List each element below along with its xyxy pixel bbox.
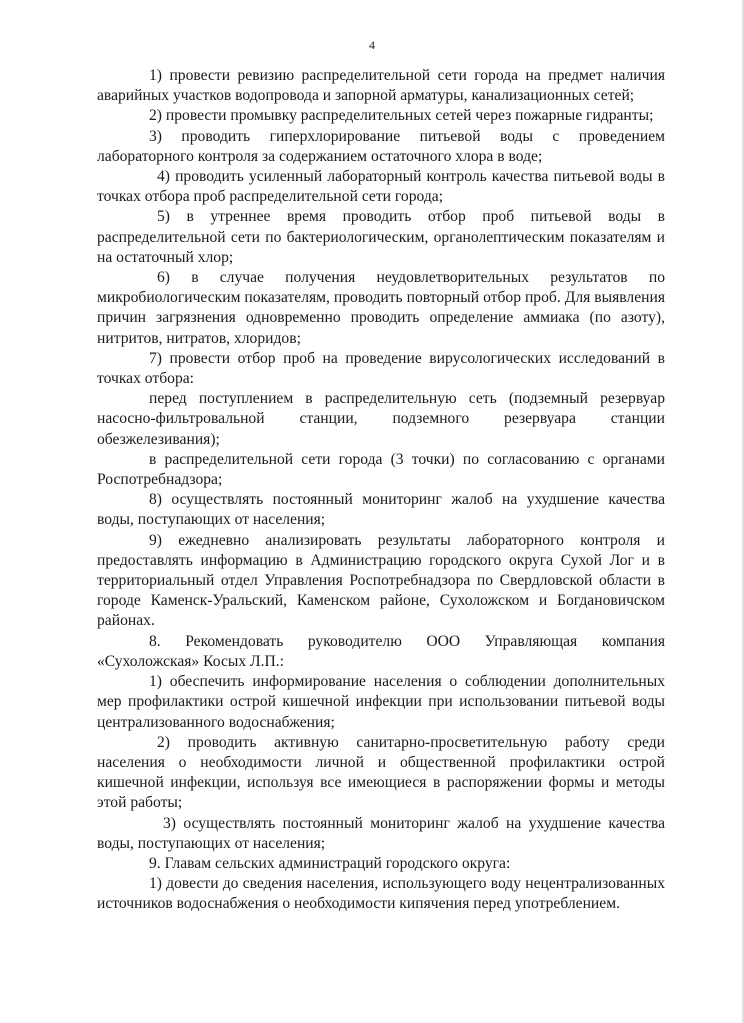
page-number: 4 [369, 38, 375, 52]
paragraph-item-6: 6) в случае получения неудовлетворительных результатов по микробиологическим показателям, проводить повторный отбор проб. Для выявления причин загрязнения одновременно проводить определение аммиака (по азоту), нитритов, нитратов, хлоридов; [97, 269, 665, 347]
paragraph-item-1: 1) провести ревизию распределительной сети города на предмет наличия аварийных участков водопровода и запорной арматуры, канализационных сетей; [97, 67, 665, 105]
paragraph-section-9-item-1: 1) довести до сведения населения, использующего воду нецентрализованных источников водоснабжения о необходимости кипячения перед употреблением. [97, 875, 665, 913]
paragraph-item-4: 4) проводить усиленный лабораторный контроль качества питьевой воды в точках отбора проб распределительной сети города; [97, 168, 665, 206]
paragraph-sub-before-network: перед поступлением в распределительную сеть (подземный резервуар насосно-фильтровальной станции, подземного резервуара станции обезжелезивания); [97, 390, 665, 448]
paragraph-item-9: 9) ежедневно анализировать результаты лабораторного контроля и предоставлять информацию в Администрацию городского округа Сухой Лог и в территориальный отдел Управления Роспотребнадзора по Свердловской области в городе Каменск-Уральский, Каменском районе, Сухоложском и Богдановичском районах. [97, 531, 665, 630]
document-body [97, 66, 665, 915]
paragraph-section-9: 9. Главам сельских администраций городского округа: [149, 854, 511, 872]
paragraph-section-8-item-3: 3) осуществлять постоянный мониторинг жалоб на ухудшение качества воды, поступающих от населения; [97, 814, 665, 852]
paragraph-sub-in-network: в распределительной сети города (3 точки) по согласованию с органами Роспотребнадзора; [97, 450, 665, 489]
paragraph-item-8: 8) осуществлять постоянный мониторинг жалоб на ухудшение качества воды, поступающих от населения; [97, 491, 665, 529]
paragraph-item-2: 2) провести промывку распределительных сетей через пожарные гидранты; [149, 107, 654, 125]
paragraph-section-8: 8. Рекомендовать руководителю ООО Управляющая компания «Сухоложская» Косых Л.П.: [97, 632, 665, 670]
paragraph-item-5: 5) в утреннее время проводить отбор проб питьевой воды в распределительной сети по бактериологическим, органолептическим показателям и на остаточный хлор; [97, 208, 665, 266]
paragraph-section-8-item-2: 2) проводить активную санитарно-просветительную работу среди населения о необходимости личной и общественной профилактики острой кишечной инфекции, используя все имеющиеся в распоряжении формы и методы этой работы; [97, 733, 665, 812]
paragraph-item-7: 7) провести отбор проб на проведение вирусологических исследований в точках отбора: [97, 349, 665, 388]
paragraph-item-3: 3) проводить гиперхлорирование питьевой воды с проведением лабораторного контроля за содержанием остаточного хлора в воде; [97, 127, 665, 165]
paragraph-section-8-item-1: 1) обеспечить информирование населения о соблюдении дополнительных мер профилактики острой кишечной инфекции при использовании питьевой воды централизованного водоснабжения; [97, 673, 665, 731]
